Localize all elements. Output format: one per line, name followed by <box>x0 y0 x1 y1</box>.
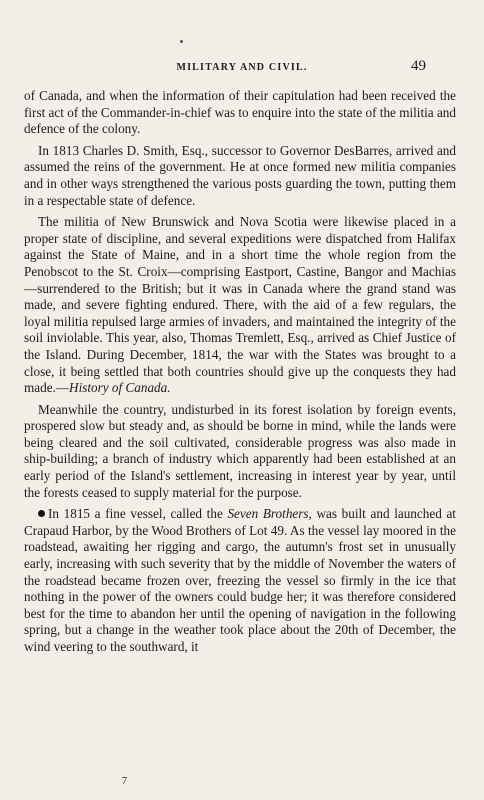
paragraph-4: Meanwhile the country, undisturbed in its forest isolation by foreign events, prospered slow but steady and, as should be borne in mind, while the lands were being cleared and the soil cultivated, considerable progress was also made in ship-building; a branch of industry which apparently had been established at an early period of the Island's settlement, increasing in interest year by year, until the forests ceased to supply material for the purpose. <box>24 401 456 500</box>
paragraph-3-text: The militia of New Brunswick and Nova Scotia were likewise placed in a proper state of discipline, and several expeditions were dispatched from Halifax against the State of Maine, and in a short time the whole region from the Penobscot to the St. Croix—comprising Eastport, Castine, Bangor and Machias—surrendered to the British; but it was in Canada where the grand stand was made, and severe fighting endured. There, with the aid of a few regulars, the loyal militia repulsed large armies of invaders, and maintained the integrity of the soil inviolable. This year, also, Thomas Tremlett, Esq., arrived as Chief Justice of the Island. During December, 1814, the war with the States was brought to a close, it being settled that both countries should give up the conquests they had made.— <box>24 214 456 396</box>
paragraph-5 <box>24 506 456 655</box>
paragraph-5-rest: , was built and launched at Crapaud Harbor, by the Wood Brothers of Lot 49. As the vessel lay moored in the roadstead, awaiting her rigging and cargo, the autumn's frost set in unusually early, increasing with such severity that by the middle of November the waters of the roadstead became frozen over, freezing the vessel so firmly in the ice that nothing in the power of the owners could budge her; it was therefore considered best for the time to abandon her until the opening of navigation in the following spring, but a change in the weather took place about the 20th of December, the wind veering to the southward, it <box>24 506 456 654</box>
paragraph-1: of Canada, and when the information of their capitulation had been received the first act of the Commander-in-chief was to enquire into the state of the militia and defence of the colony. <box>24 88 456 137</box>
paragraph-5-start: In 1815 a fine vessel, called the <box>48 506 228 522</box>
ship-name: Seven Brothers <box>227 506 309 522</box>
running-head: MILITARY AND CIVIL. <box>176 62 308 73</box>
citation-history-of-canada: History of Canada. <box>69 380 171 396</box>
paragraph-2: In 1813 Charles D. Smith, Esq., successor to Governor DesBarres, arrived and assumed the reins of the government. He at once formed new militia companies and in other ways strengthened the various posts guarding the town, putting them in a respectable state of defence. <box>24 142 456 208</box>
speck-mark <box>180 40 183 43</box>
body-text <box>24 88 456 661</box>
signature-mark: 7 <box>122 776 127 787</box>
bullet-marker-icon <box>38 510 45 517</box>
page-number: 49 <box>411 58 426 74</box>
paragraph-3 <box>24 214 456 397</box>
